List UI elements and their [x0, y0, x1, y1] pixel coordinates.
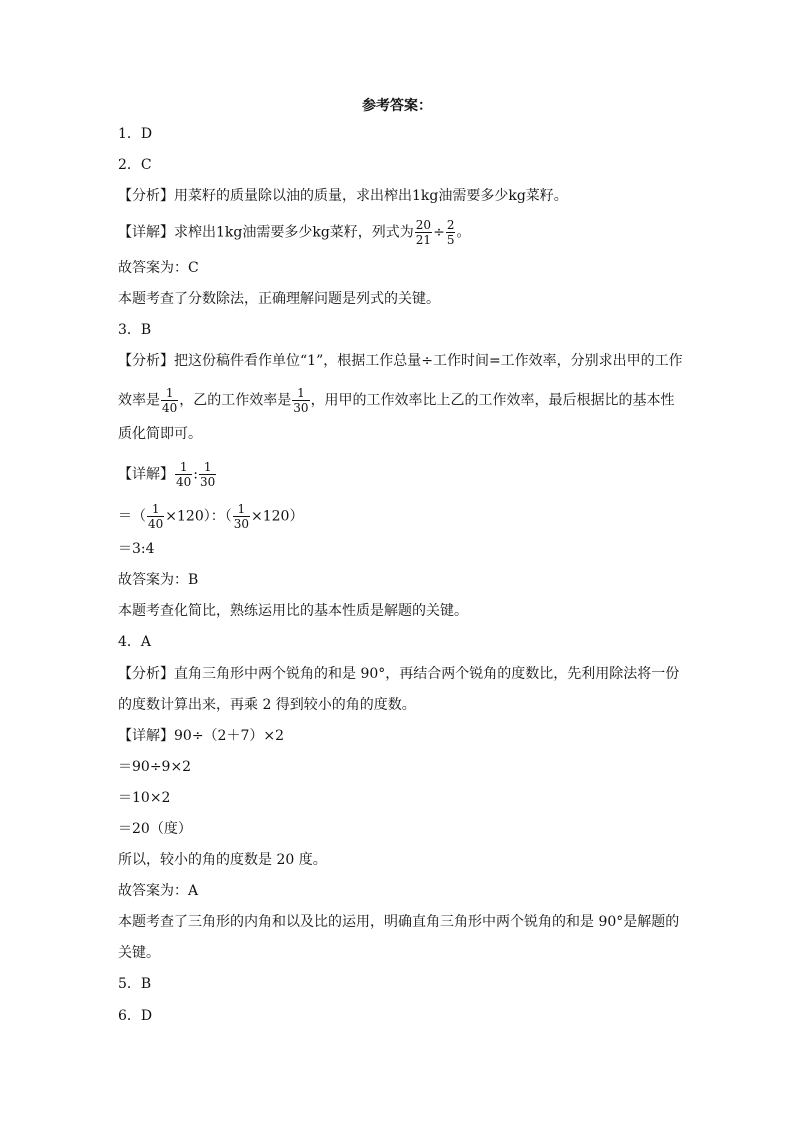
q2-analysis: 【分析】用菜籽的质量除以油的质量，求出榨出1kg油需要多少kg菜籽。 — [118, 188, 568, 204]
fraction: $\frac{2}{5}$ — [446, 218, 455, 247]
fraction: $\frac{1}{30}$ — [233, 502, 250, 531]
answer-1: 1．D — [118, 126, 153, 142]
fraction: $\frac{1}{30}$ — [200, 460, 216, 489]
fraction: $\frac{1}{40}$ — [162, 386, 178, 415]
q3-analysis-line3: 质化简即可。 — [118, 426, 202, 442]
q2-detail: 【详解】求榨出1kg油需要多少kg菜籽，列式为 $\frac{20}{21}$ ÷ $\frac{2}{5}$ 。 — [118, 218, 471, 247]
q3-summary: 本题考查化简比，熟练运用比的基本性质是解题的关键。 — [118, 603, 468, 619]
q4-step2: ＝10×2 — [118, 790, 171, 806]
answer-3: 3．B — [118, 322, 152, 338]
q3-step2: ＝3:4 — [118, 541, 155, 557]
q4-analysis-line2: 的度数计算出来，再乘 2 得到较小的角的度数。 — [118, 697, 416, 713]
q4-detail: 【详解】90÷（2＋7）×2 — [118, 728, 284, 744]
q2-answer: 故答案为：C — [118, 260, 199, 276]
answer-5: 5．B — [118, 976, 152, 992]
q4-analysis-line1: 【分析】直角三角形中两个锐角的和是 90°，再结合两个锐角的度数比，先利用除法将一份 — [118, 666, 680, 682]
q3-analysis-line1: 【分析】把这份稿件看作单位“1”，根据工作总量÷工作时间=工作效率，分别求出甲的工作 — [118, 353, 683, 369]
q3-step1: ＝（ $\frac{1}{40}$ ×120）：（ $\frac{1}{30}$ ×120） — [118, 502, 304, 531]
q4-step1: ＝90÷9×2 — [118, 759, 192, 775]
q3-detail: 【详解】 $\frac{1}{40}$ : $\frac{1}{30}$ — [118, 460, 216, 489]
page-title: 参考答案： — [362, 98, 432, 114]
q2-summary: 本题考查了分数除法，正确理解问题是列式的关键。 — [118, 291, 440, 307]
q3-analysis-line2: 效率是 $\frac{1}{40}$ ，乙的工作效率是 $\frac{1}{30}$ ，用甲的工作效率比上乙的工作效率，最后根据比的基本性 — [118, 386, 675, 415]
q4-summary-line2: 关键。 — [118, 945, 160, 961]
q4-summary-line1: 本题考查了三角形的内角和以及比的运用，明确直角三角形中两个锐角的和是 90°是解题的 — [118, 914, 680, 930]
q4-answer: 故答案为：A — [118, 883, 199, 899]
q3-answer: 故答案为：B — [118, 572, 199, 588]
fraction: $\frac{1}{30}$ — [293, 386, 309, 415]
answer-6: 6．D — [118, 1008, 153, 1024]
q4-conclusion: 所以，较小的角的度数是 20 度。 — [118, 852, 327, 868]
fraction: $\frac{1}{40}$ — [148, 502, 164, 531]
fraction: $\frac{1}{40}$ — [176, 460, 192, 489]
q4-step3: ＝20（度） — [118, 821, 192, 837]
answer-4: 4．A — [118, 634, 152, 650]
fraction: $\frac{20}{21}$ — [415, 218, 432, 247]
answer-2: 2．C — [118, 157, 152, 173]
